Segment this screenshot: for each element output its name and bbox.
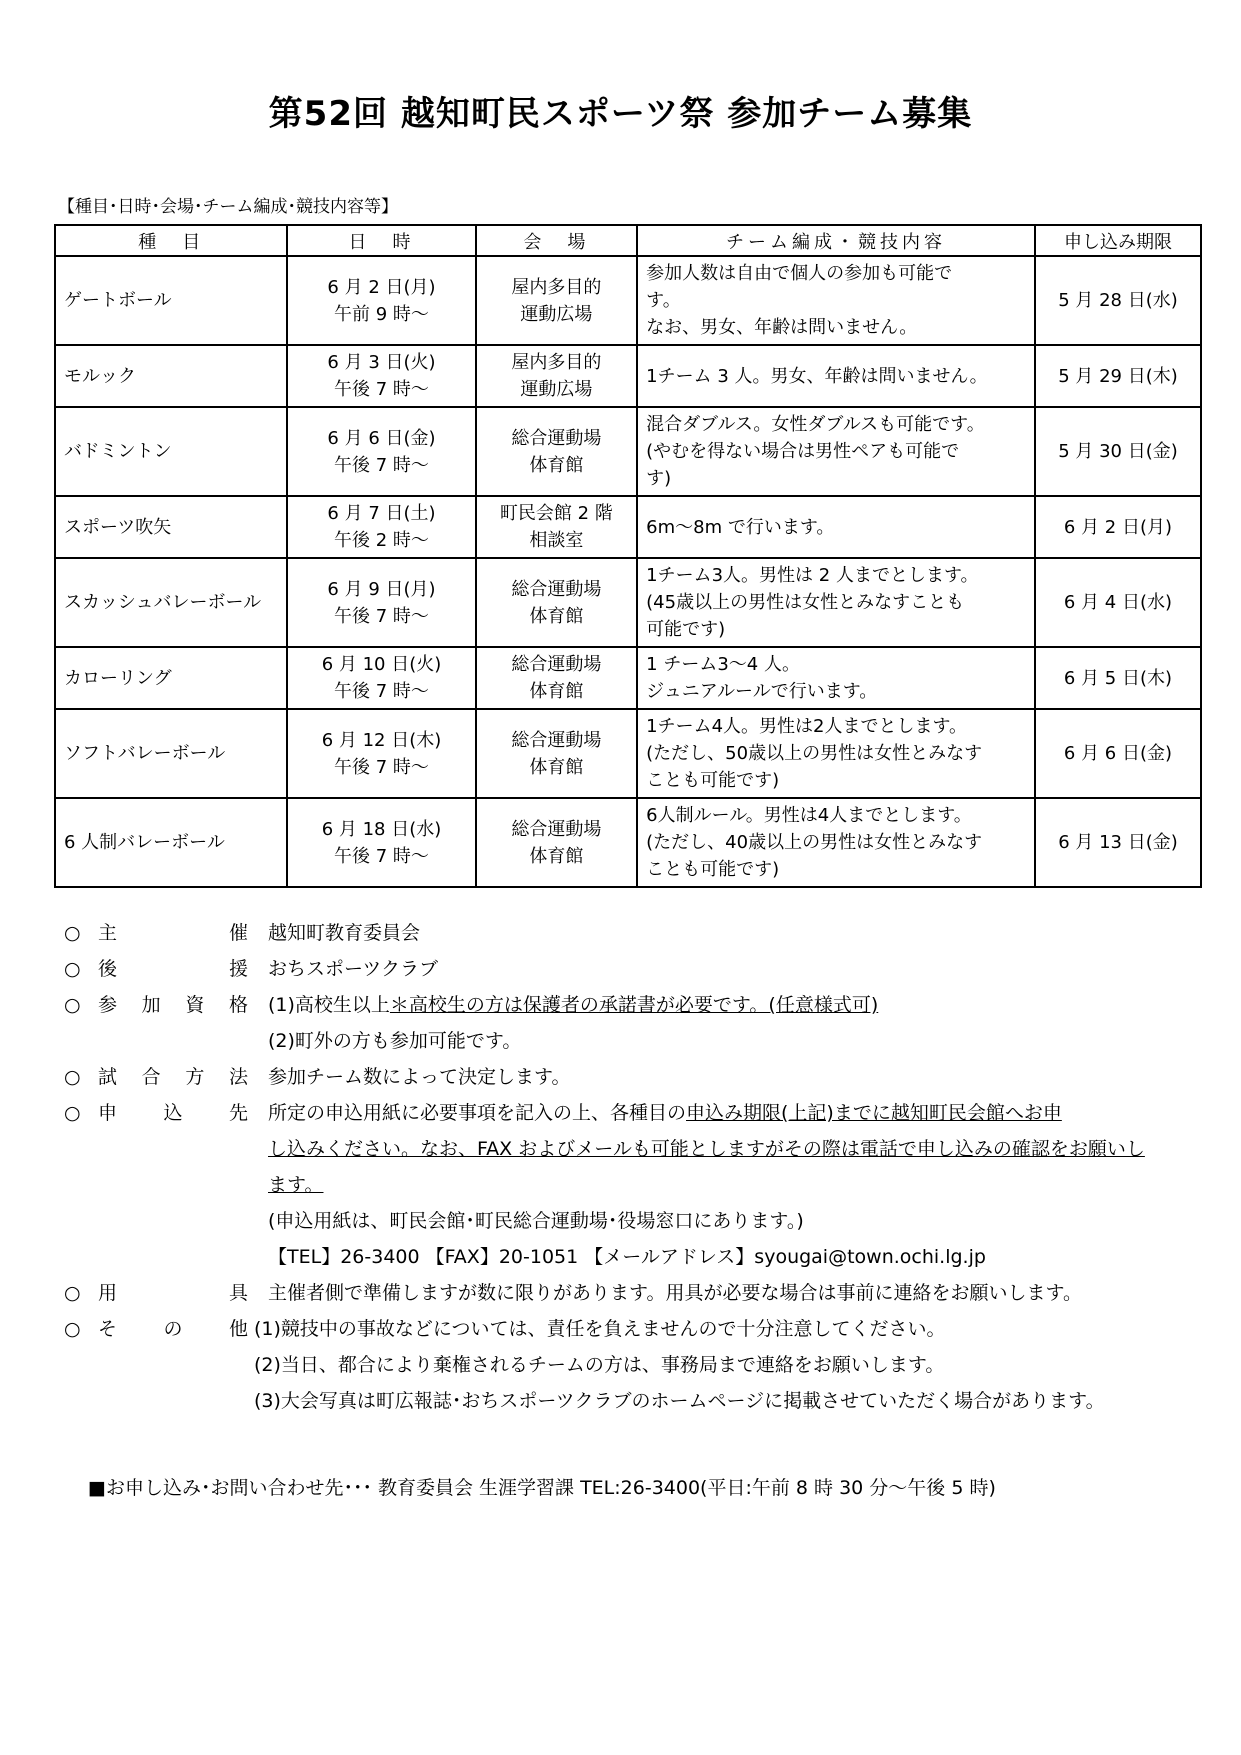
content-cell [637,407,1035,496]
content-cell-line: 可能です) [646,619,726,640]
deadline-cell: 6 月 13 日(金) [1035,798,1201,887]
eligibility-item-1: (1)高校生以上 [268,994,390,1016]
content-cell [637,798,1035,887]
datetime-cell [287,345,475,407]
venue-cell [476,496,638,558]
datetime-cell [287,407,475,496]
datetime-cell [287,798,475,887]
datetime-cell-line: 6 月 6 日(金) [327,427,436,449]
datetime-cell [287,647,475,709]
table-row [55,345,1201,407]
venue-cell [476,558,638,647]
deadline-cell: 6 月 2 日(月) [1035,496,1201,558]
datetime-cell-line: 6 月 2 日(月) [327,276,436,298]
content-cell-line: ことも可能です) [646,859,780,880]
venue-cell-line: 運動広場 [520,303,593,325]
event-name-cell: モルック [55,345,287,407]
datetime-cell-line: 6 月 3 日(火) [327,352,436,373]
apply-text-line-2: し込みください。なお、FAX およびメールも可能としますがその際は電話で申し込みの確認をお願いし [268,1138,1145,1160]
deadline-cell: 6 月 6 日(金) [1035,709,1201,798]
bullet-icon: ○ [64,1102,81,1124]
eligibility-item-2: (2)町外の方も参加可能です。 [268,1030,522,1052]
venue-cell-line: 体育館 [529,454,584,476]
venue-cell-line: 体育館 [529,681,584,702]
content-cell [637,256,1035,345]
content-cell-line: す。 [646,290,681,311]
content-cell-line: 参加人数は自由で個人の参加も可能で [646,263,953,284]
content-cell [637,345,1035,407]
datetime-cell-line: 6 月 9 日(月) [327,578,436,600]
deadline-cell: 5 月 30 日(金) [1035,407,1201,496]
venue-cell-line: 町民会館 2 階 [499,503,613,524]
apply-deadline-note: 申込み期限(上記)までに越知町民会館へお申 [686,1102,1062,1124]
venue-cell-line: 体育館 [529,845,584,867]
content-cell-line: 混合ダブルス。女性ダブルスも可能です。 [646,414,985,435]
bullet-icon: ○ [64,1066,81,1088]
info-label: 試合方法 [98,1066,248,1088]
datetime-cell [287,256,475,345]
venue-cell-line: 総合運動場 [511,818,602,840]
info-label: 用具 [98,1282,248,1304]
event-name-cell: カローリング [55,647,287,709]
header-content: チーム編成・競技内容 [637,225,1035,256]
info-value: 主催者側で準備しますが数に限りがあります。用具が必要な場合は事前に連絡をお願いします。 [268,1282,1082,1304]
event-name-cell: 6 人制バレーボール [55,798,287,887]
content-cell-line: 1チーム 3 人。男女、年齢は問いません。 [646,365,988,387]
event-name-cell: ゲートボール [55,256,287,345]
venue-cell-line: 屋内多目的 [511,352,602,373]
table-row [55,709,1201,798]
venue-cell [476,345,638,407]
event-name-cell: スカッシュバレーボール [55,558,287,647]
venue-cell-line: 屋内多目的 [511,276,602,298]
content-cell [637,558,1035,647]
other-item-3: (3)大会写真は町広報誌･おちスポーツクラブのホームページに掲載させていただく場合があります。 [254,1390,1105,1412]
content-cell-line: ジュニアルールで行います。 [646,681,878,702]
content-cell [637,709,1035,798]
deadline-cell: 5 月 28 日(水) [1035,256,1201,345]
info-value: 越知町教育委員会 [268,922,421,944]
content-cell-line: す) [646,468,672,489]
contact-footer: ■お申し込み･お問い合わせ先･･･ 教育委員会 生涯学習課 TEL:26-3400(平日:午前 8 時 30 分～午後 5 時) [88,1477,996,1499]
info-value: おちスポーツクラブ [268,958,439,980]
deadline-cell: 6 月 4 日(水) [1035,558,1201,647]
datetime-cell-line: 午後 7 時～ [334,845,429,867]
table-row [55,256,1201,345]
venue-cell [476,407,638,496]
datetime-cell-line: 午後 7 時～ [334,454,429,476]
table-header-row [55,225,1201,256]
info-equipment [64,1275,1204,1311]
datetime-cell-line: 6 月 10 日(火) [321,654,442,675]
info-apply [64,1095,1204,1275]
table-row [55,798,1201,887]
info-eligibility [64,987,1204,1059]
venue-cell [476,647,638,709]
header-datetime: 日 時 [287,225,475,256]
apply-contacts: 【TEL】26-3400 【FAX】20-1051 【メールアドレス】syougai@town.ochi.lg.jp [268,1246,986,1268]
venue-cell-line: 総合運動場 [511,578,602,600]
info-label: 主催 [98,922,248,944]
datetime-cell [287,558,475,647]
info-method [64,1059,1204,1095]
info-other [64,1311,1204,1419]
venue-cell [476,256,638,345]
info-sponsor [64,915,1204,951]
event-name-cell: ソフトバレーボール [55,709,287,798]
venue-cell-line: 運動広場 [520,379,593,400]
content-cell-line: 1 チーム3～4 人。 [646,654,800,675]
venue-cell-line: 体育館 [529,756,584,778]
header-event: 種 目 [55,225,287,256]
datetime-cell-line: 午後 7 時～ [334,605,429,627]
table-row [55,496,1201,558]
content-cell-line: なお、男女、年齢は問いません。 [646,317,918,338]
apply-text: 所定の申込用紙に必要事項を記入の上、各種目の [268,1102,687,1124]
deadline-cell: 5 月 29 日(木) [1035,345,1201,407]
content-cell-line: 1チーム3人。男性は 2 人までとします。 [646,565,979,586]
events-table [54,224,1202,888]
datetime-cell [287,496,475,558]
other-item-2: (2)当日、都合により棄権されるチームの方は、事務局まで連絡をお願いします。 [254,1354,945,1376]
content-cell-line: ことも可能です) [646,770,780,791]
info-value: 参加チーム数によって決定します。 [268,1066,571,1088]
venue-cell-line: 相談室 [529,530,584,551]
bullet-icon: ○ [64,994,81,1016]
content-cell-line: (ただし、50歳以上の男性は女性とみなす [646,743,983,764]
info-label: 参加資格 [98,994,248,1016]
datetime-cell [287,709,475,798]
events-body [55,256,1201,887]
bullet-icon: ○ [64,922,81,944]
datetime-cell-line: 6 月 12 日(木) [321,729,442,751]
venue-cell [476,798,638,887]
content-cell-line: (ただし、40歳以上の男性は女性とみなす [646,832,983,853]
bullet-icon: ○ [64,958,81,980]
content-cell-line: (やむを得ない場合は男性ペアも可能で [646,441,960,462]
content-cell-line: 6m～8m で行います。 [646,516,835,538]
page-title: 第52回 越知町民スポーツ祭 参加チーム募集 [268,94,973,134]
datetime-cell-line: 午前 9 時～ [334,303,429,325]
event-name-cell: バドミントン [55,407,287,496]
content-cell [637,496,1035,558]
bullet-icon: ○ [64,1318,81,1340]
info-label: 後援 [98,958,248,980]
content-cell-line: 1チーム4人。男性は2人までとします。 [646,716,968,737]
table-row [55,647,1201,709]
venue-cell-line: 総合運動場 [511,654,602,675]
table-row [55,558,1201,647]
datetime-cell-line: 午後 2 時～ [334,530,429,551]
content-cell-line: 6人制ルール。男性は4人までとします。 [646,805,972,826]
info-label: その他 [98,1318,248,1340]
section-label: 【種目･日時･会場･チーム編成･競技内容等】 [58,197,398,217]
venue-cell-line: 総合運動場 [511,729,602,751]
info-label: 申込先 [98,1102,248,1124]
venue-cell-line: 体育館 [529,605,584,627]
apply-form-note: (申込用紙は、町民会館･町民総合運動場･役場窓口にあります。) [268,1210,804,1232]
datetime-cell-line: 午後 7 時～ [334,379,429,400]
datetime-cell-line: 午後 7 時～ [334,756,429,778]
content-cell [637,647,1035,709]
apply-text-line-3: ます。 [268,1174,324,1196]
datetime-cell-line: 6 月 7 日(土) [327,503,436,524]
datetime-cell-line: 午後 7 時～ [334,681,429,702]
event-name-cell: スポーツ吹矢 [55,496,287,558]
venue-cell [476,709,638,798]
header-deadline: 申し込み期限 [1035,225,1201,256]
deadline-cell: 6 月 5 日(木) [1035,647,1201,709]
info-section [64,915,1204,1419]
content-cell-line: (45歳以上の男性は女性とみなすことも [646,592,965,613]
datetime-cell-line: 6 月 18 日(水) [321,818,442,840]
info-support [64,951,1204,987]
table-row [55,407,1201,496]
bullet-icon: ○ [64,1282,81,1304]
other-item-1: (1)競技中の事故などについては、責任を負えませんので十分注意してください。 [254,1318,946,1340]
eligibility-note: ＊高校生の方は保護者の承諾書が必要です。(任意様式可) [389,994,879,1016]
venue-cell-line: 総合運動場 [511,427,602,449]
header-venue: 会 場 [476,225,638,256]
